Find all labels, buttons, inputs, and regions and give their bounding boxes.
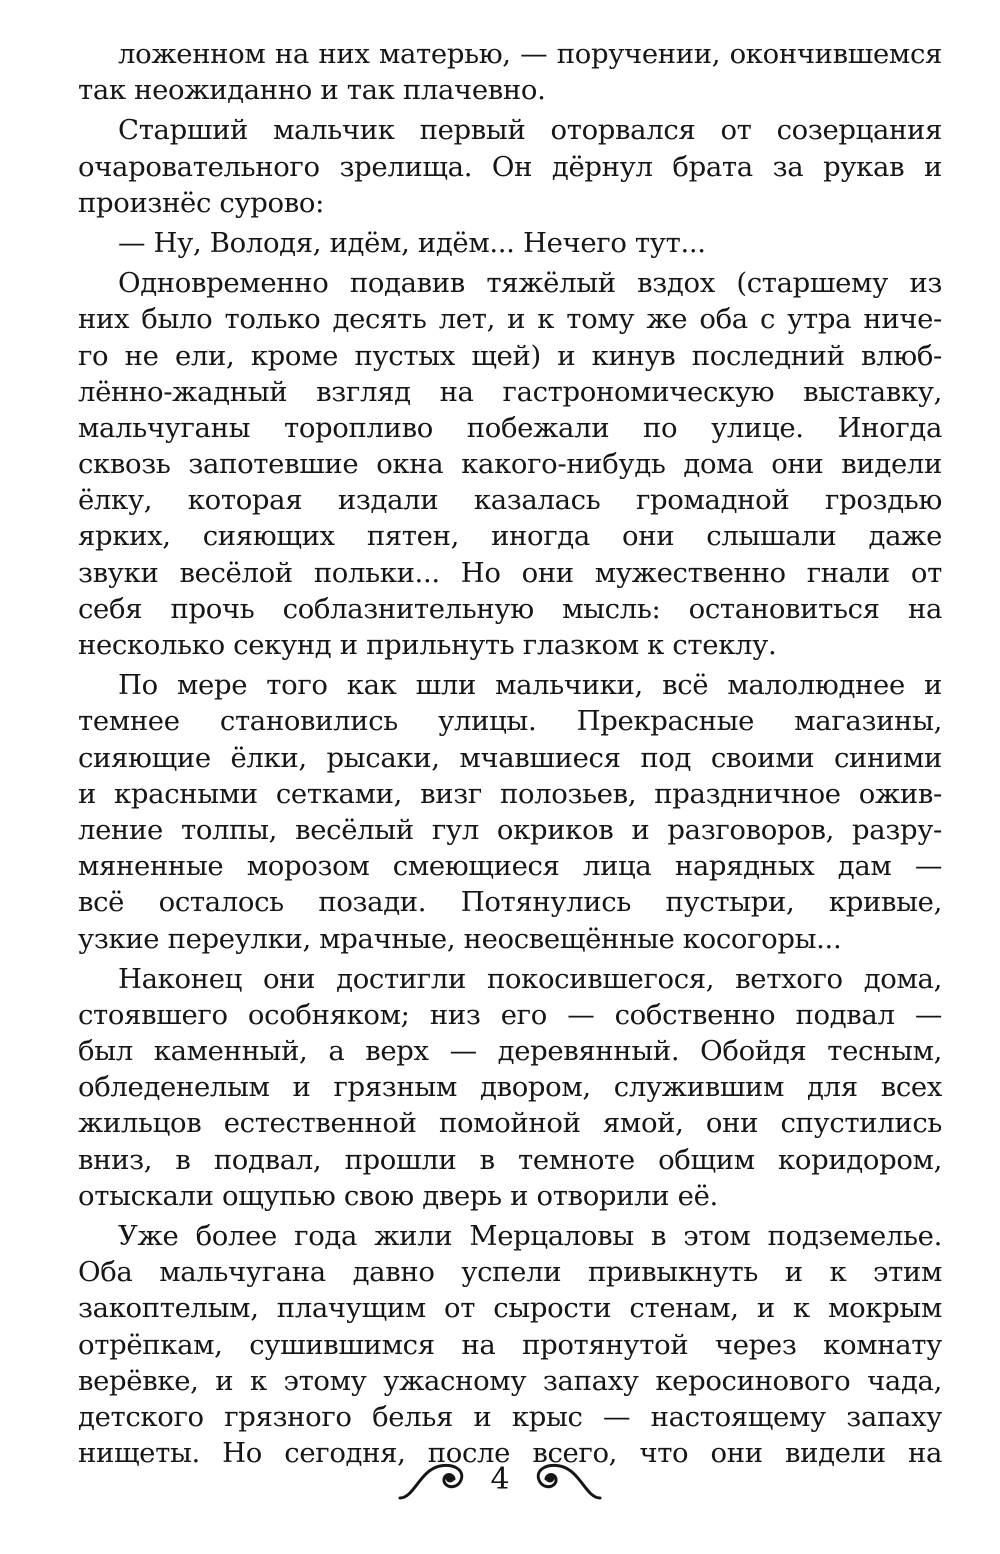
- paragraph: [78, 225, 942, 261]
- text-line: ление толпы, весёлый гул окриков и разговоров, разру-: [78, 813, 942, 846]
- swirl-ornament-right-icon: [524, 1458, 604, 1502]
- text-line: сияющие ёлки, рысаки, мчавшиеся под своими синими: [78, 741, 942, 774]
- text-line: отыскали ощупью свою дверь и отворили её.: [78, 1179, 718, 1212]
- text-line: отрёпкам, сушившимся на протянутой через комнату: [78, 1328, 942, 1361]
- paragraph: [78, 36, 942, 108]
- text-line: темнее становились улицы. Прекрасные магазины,: [78, 705, 942, 738]
- paragraph: [78, 961, 942, 1214]
- page-number: 4: [490, 1462, 510, 1497]
- paragraph: [78, 667, 942, 957]
- text-line: По мере того как шли мальчики, всё малолюднее и: [118, 669, 942, 702]
- text-line: и красными сетками, визг полозьев, праздничное ожив-: [78, 777, 942, 810]
- text-line: мяненные морозом смеющиеся лица нарядных дам —: [78, 850, 942, 883]
- text-line: всё осталось позади. Потянулись пустыри, кривые,: [78, 886, 942, 919]
- text-line: лённо-жадный взгляд на гастрономическую выставку,: [78, 375, 942, 408]
- text-line: Одновременно подавив тяжёлый вздох (старшему из: [118, 267, 942, 300]
- text-line: узкие переулки, мрачные, неосвещённые косогоры...: [78, 922, 842, 955]
- text-line: Оба мальчугана давно успели привыкнуть и к этим: [78, 1256, 942, 1289]
- text-line: жильцов естественной помойной ямой, они спустились: [78, 1107, 942, 1140]
- text-line: мальчуганы торопливо побежали по улице. Иногда: [78, 411, 942, 444]
- text-line: нищеты. Но сегодня, после всего, что они видели на: [78, 1437, 942, 1470]
- text-line: несколько секунд и прильнуть глазком к стеклу.: [78, 629, 777, 661]
- text-line: го не ели, кроме пустых щей) и кинув последний влюб-: [78, 339, 942, 372]
- text-line: так неожиданно и так плачевно.: [78, 74, 546, 107]
- text-line: ложенном на них матерью, — поручении, окончившемся: [118, 38, 942, 70]
- text-line: звуки весёлой польки... Но они мужественно гнали от: [78, 556, 942, 589]
- swirl-ornament-left-icon: [396, 1458, 476, 1502]
- text-line: произнёс сурово:: [78, 186, 325, 219]
- text-line: Старший мальчик первый оторвался от созерцания: [118, 114, 942, 147]
- text-line: детского грязного белья и крыс — настоящему запаху: [78, 1400, 942, 1433]
- paragraph: [78, 265, 942, 663]
- text-line: закоптелым, плачущим от сырости стенам, и к мокрым: [78, 1292, 942, 1325]
- text-line: стоявшего особняком; низ его — собственно подвал —: [78, 998, 942, 1031]
- text-line: — Ну, Володя, идём, идём... Нечего тут...: [118, 226, 706, 259]
- body-text: [78, 36, 942, 1475]
- text-line: вниз, в подвал, прошли в темноте общим коридором,: [78, 1143, 942, 1176]
- text-line: ярких, сияющих пятен, иногда они слышали даже: [78, 520, 942, 553]
- text-line: верёвке, и к этому ужасному запаху керосинового чада,: [78, 1364, 942, 1397]
- text-line: ёлку, которая издали казалась громадной гроздью: [78, 484, 942, 517]
- text-line: был каменный, а верх — деревянный. Обойдя тесным,: [78, 1035, 942, 1068]
- text-line: Наконец они достигли покосившегося, ветхого дома,: [118, 962, 942, 995]
- text-line: Уже более года жили Мерцаловы в этом подземелье.: [118, 1220, 942, 1252]
- text-line: себя прочь соблазнительную мысль: остановиться на: [78, 592, 942, 625]
- text-line: обледенелым и грязным двором, служившим для всех: [78, 1071, 942, 1104]
- page-footer: [0, 1440, 1000, 1520]
- text-line: сквозь запотевшие окна какого-нибудь дома они видели: [78, 448, 942, 481]
- paragraph: [78, 1218, 942, 1471]
- paragraph: [78, 112, 942, 221]
- text-line: очаровательного зрелища. Он дёрнул брата за рукав и: [78, 150, 942, 183]
- text-line: них было только десять лет, и к тому же оба с утра ниче-: [78, 303, 942, 336]
